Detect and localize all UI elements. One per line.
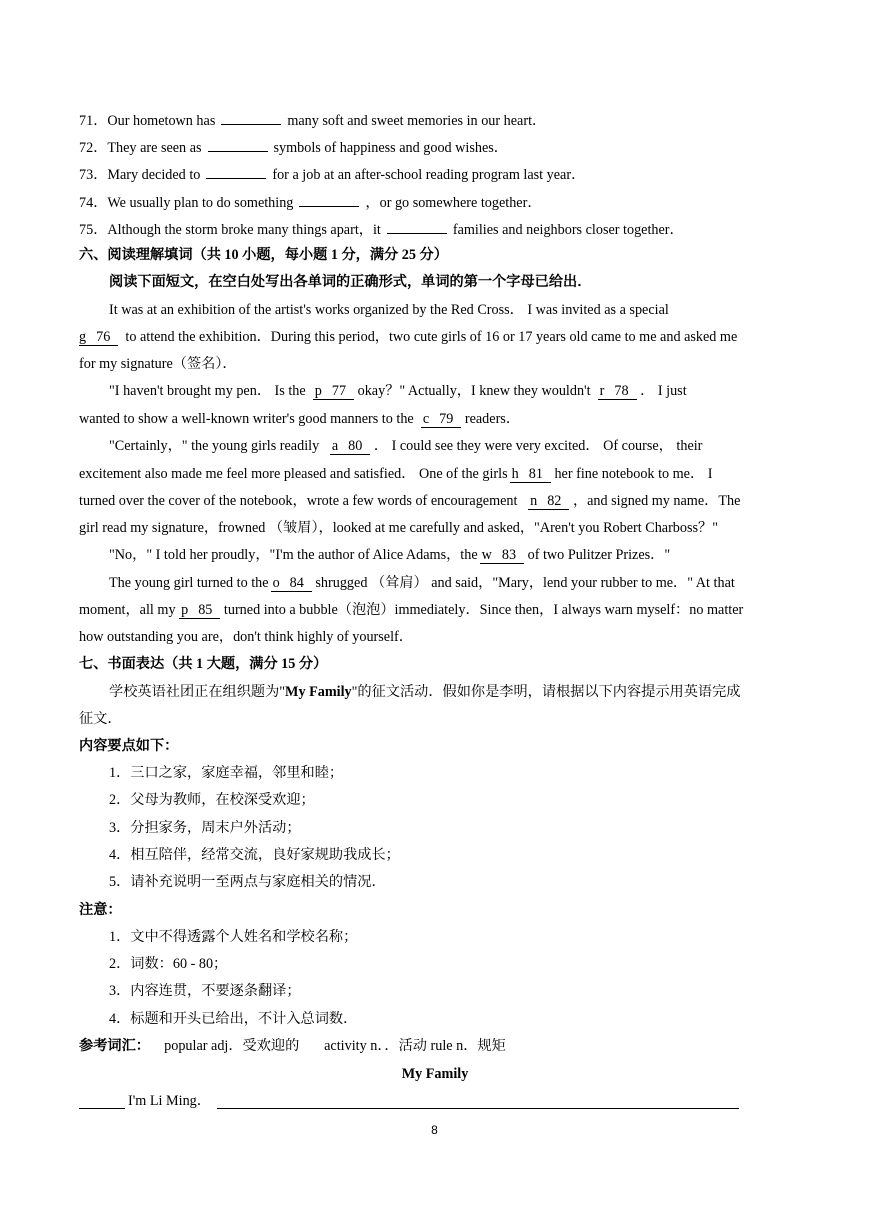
intro-topic: My Family	[285, 684, 352, 700]
section-6-title: 六、阅读理解填词（共 10 小题，每小题 1 分，满分 25 分）	[79, 247, 448, 263]
essay-start: I'm Li Ming．	[128, 1093, 211, 1109]
passage-text: moment，all my	[79, 602, 176, 618]
blank-79-number: 79	[439, 411, 454, 427]
points-title: 内容要点如下：	[79, 738, 179, 754]
essay-title: My Family	[401, 1066, 469, 1082]
blank-79-letter: c	[422, 411, 430, 427]
blank-78-letter: r	[599, 383, 605, 399]
passage-text: of two Pulitzer Prizes．"	[527, 547, 671, 563]
passage-line: how outstanding you are，don't think highly of yourself．	[79, 629, 413, 645]
notes-title: 注意：	[79, 902, 122, 918]
point-item: 5．请补充说明一至两点与家庭相关的情况．	[109, 874, 386, 890]
passage-text: ，and signed my name．The	[572, 493, 741, 509]
passage-text: shrugged （耸肩） and said，"Mary，lend your rubber to me．" At that	[315, 575, 735, 591]
q73-text: 73．Mary decided to	[79, 167, 201, 183]
essay-indent-line	[79, 1108, 125, 1109]
q71-text-after: many soft and sweet memories in our heart．	[287, 113, 547, 129]
blank-83[interactable]	[480, 548, 524, 564]
passage-text: to attend the exhibition．During this period，two cute girls of 16 or 17 years old came to me and asked me	[125, 329, 738, 345]
essay-writing-line[interactable]	[217, 1108, 739, 1109]
blank-76[interactable]	[79, 330, 118, 346]
intro-text: 学校英语社团正在组织题为"	[109, 684, 286, 700]
blank-82-number: 82	[547, 493, 562, 509]
passage-text: okay？" Actually，I knew they wouldn't	[357, 383, 591, 399]
vocab-line	[79, 1036, 791, 1056]
blank-77-number: 77	[331, 383, 347, 399]
blank-85[interactable]	[179, 603, 220, 619]
vocab-text: popular adj．受欢迎的 activity n．．活动 rule n．规矩	[164, 1038, 506, 1054]
passage-line	[109, 573, 791, 593]
passage-text: ． I could see they were very excited． Of course， their	[373, 438, 703, 454]
passage-text: wanted to show a well-known writer's good manners to the	[79, 411, 414, 427]
blank-80-number: 80	[348, 438, 363, 454]
point-item: 3．分担家务，周末户外活动；	[109, 820, 301, 836]
blank-85-letter: p	[181, 602, 189, 618]
passage-line	[109, 436, 791, 456]
point-item: 2．父母为教师，在校深受欢迎；	[109, 792, 315, 808]
passage-line	[79, 464, 791, 484]
page-number: 8	[431, 1123, 438, 1137]
section-7-title: 七、书面表达（共 1 大题，满分 15 分）	[79, 656, 328, 672]
question-75	[79, 218, 791, 240]
blank-82[interactable]	[528, 494, 569, 510]
blank-84-letter: o	[272, 575, 280, 591]
passage-text: "No，" I told her proudly，"I'm the author of Alice Adams，the	[109, 547, 478, 563]
blank-81[interactable]	[510, 467, 551, 483]
passage-text: readers．	[464, 411, 521, 427]
note-item: 2．词数：60 - 80；	[109, 956, 228, 972]
blank-84[interactable]	[271, 576, 312, 592]
q75-blank[interactable]	[387, 218, 447, 234]
q72-blank[interactable]	[208, 136, 268, 152]
passage-text: ． I just	[640, 383, 687, 399]
blank-84-number: 84	[289, 575, 304, 591]
passage-line	[79, 491, 791, 511]
passage-line	[79, 409, 791, 429]
q75-text: 75．Although the storm broke many things apart，it	[79, 222, 381, 238]
passage-line	[109, 381, 791, 401]
blank-81-number: 81	[528, 466, 543, 482]
passage-line	[109, 545, 791, 565]
writing-intro-line2: 征文．	[79, 711, 122, 727]
q73-blank[interactable]	[206, 163, 266, 179]
note-item: 3．内容连贯，不要逐条翻译；	[109, 983, 301, 999]
passage-line	[79, 600, 791, 620]
q74-blank[interactable]	[299, 191, 359, 207]
passage-text: turned into a bubble（泡泡）immediately．Since then，I always warn myself：no matter	[223, 602, 744, 618]
point-item: 1．三口之家，家庭幸福，邻里和睦；	[109, 765, 344, 781]
note-item: 4．标题和开头已给出，不计入总词数．	[109, 1011, 358, 1027]
passage-line	[79, 327, 791, 347]
q74-text-after: ，or go somewhere together．	[365, 195, 542, 211]
blank-76-letter: g	[79, 329, 87, 345]
blank-78-number: 78	[614, 383, 629, 399]
question-74	[79, 191, 791, 213]
question-71	[79, 109, 791, 131]
passage-line: It was at an exhibition of the artist's works organized by the Red Cross． I was invited as a special	[109, 302, 669, 318]
point-item: 4．相互陪伴，经常交流，良好家规助我成长；	[109, 847, 400, 863]
q75-text-after: families and neighbors closer together．	[452, 222, 684, 238]
passage-text: excitement also made me feel more pleased and satisfied． One of the girls	[79, 466, 508, 482]
blank-79[interactable]	[421, 412, 462, 428]
blank-78[interactable]	[598, 384, 637, 400]
q73-text-after: for a job at an after-school reading program last year．	[272, 167, 586, 183]
intro-text: "的征文活动．假如你是李明，请根据以下内容提示用英语完成	[351, 684, 741, 700]
passage-text: turned over the cover of the notebook，wrote a few words of encouragement	[79, 493, 518, 509]
q71-blank[interactable]	[221, 109, 281, 125]
blank-82-letter: n	[530, 493, 538, 509]
q72-text: 72．They are seen as	[79, 140, 202, 156]
blank-81-letter: h	[511, 466, 519, 482]
passage-text: The young girl turned to the	[109, 575, 269, 591]
passage-text: "Certainly，" the young girls readily	[109, 438, 320, 454]
blank-83-number: 83	[501, 547, 517, 563]
blank-77[interactable]	[313, 384, 354, 400]
question-72	[79, 136, 791, 158]
section-6-instructions: 阅读下面短文，在空白处写出各单词的正确形式，单词的第一个字母已给出．	[109, 274, 592, 290]
q71-text: 71．Our hometown has	[79, 113, 216, 129]
passage-line: for my signature（签名）．	[79, 356, 237, 372]
vocab-label: 参考词汇：	[79, 1038, 150, 1054]
blank-76-number: 76	[96, 329, 111, 345]
q74-text: 74．We usually plan to do something	[79, 195, 294, 211]
question-73	[79, 163, 791, 185]
blank-77-letter: p	[314, 383, 322, 399]
note-item: 1．文中不得透露个人姓名和学校名称；	[109, 929, 358, 945]
blank-80[interactable]	[330, 439, 371, 455]
blank-80-letter: a	[331, 438, 339, 454]
blank-83-letter: w	[481, 547, 492, 563]
passage-line: girl read my signature，frowned （皱眉），looked at me carefully and asked，"Aren't you Robert Charboss？"	[79, 520, 719, 536]
passage-text: "I haven't brought my pen． Is the	[109, 383, 306, 399]
blank-85-number: 85	[198, 602, 213, 618]
writing-intro	[109, 682, 791, 702]
passage-text: her fine notebook to me． I	[554, 466, 713, 482]
q72-text-after: symbols of happiness and good wishes．	[273, 140, 508, 156]
